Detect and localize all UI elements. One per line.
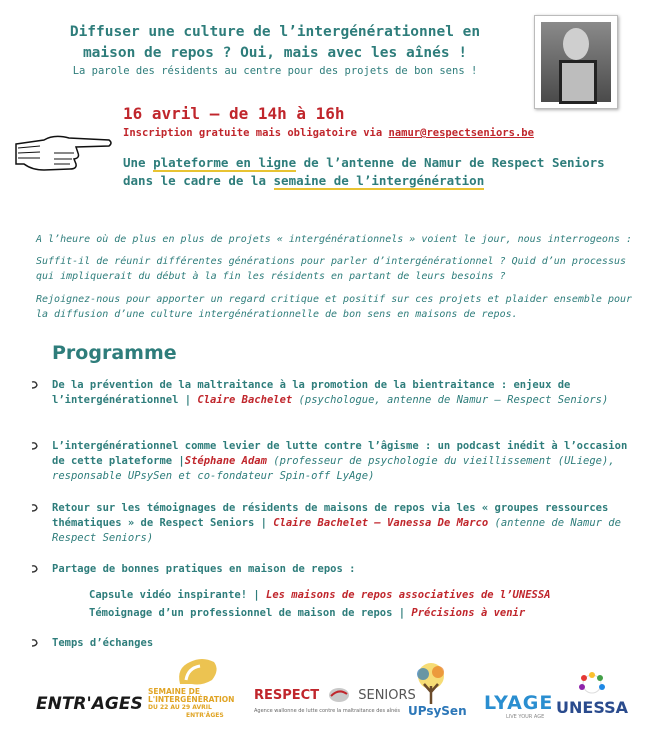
- elderly-portrait-photo: [534, 15, 618, 109]
- platform-description: Une plateforme en ligne de l’antenne de Namur de Respect Seniors dans le cadre de la semaine de l’intergénération: [123, 155, 605, 188]
- pointing-hand-icon: [14, 126, 114, 176]
- programme-item: Retour sur les témoignages de résidents de maisons de repos via les « groupes ressources thématiques » de Respect Seniors | Claire Bachelet – Vanessa De Marco (antenne de Namur de Respect Seniors): [52, 502, 621, 544]
- bullet-icon: [30, 380, 40, 390]
- programme-heading: Programme: [52, 342, 177, 364]
- upsysen-logo: UPsySen: [408, 662, 467, 718]
- unessa-logo: UNESSA: [556, 672, 628, 717]
- event-date: 16 avril – de 14h à 16h: [123, 104, 345, 123]
- intro-paragraph-2: Suffit-il de réunir différentes générations pour parler d’intergénérationnel ? Quid d’un processus qui impliquerait du début à la fin les résidents en partant de leurs besoins ?: [36, 256, 627, 282]
- bullet-icon: [30, 564, 40, 574]
- intergeneration-week-highlight: semaine de l’intergénération: [273, 173, 485, 188]
- respect-seniors-logo: RESPECT SENIORS Agence wallonne de lutte contre la maltraitance des aînés: [254, 684, 416, 714]
- registration-email-link[interactable]: namur@respectseniors.be: [388, 127, 534, 139]
- hand-icon: [172, 654, 222, 688]
- intro-paragraph-3: Rejoignez-nous pour apporter un regard critique et positif sur ces projets et plaider ensemble pour la diffusion d’une culture intergénérationnelle de bon sens en maisons de repos.: [36, 294, 633, 320]
- tree-icon: [408, 662, 454, 706]
- bullet-icon: [30, 638, 40, 648]
- programme-item: Temps d’échanges: [52, 637, 154, 649]
- intro-paragraph-1: A l’heure où de plus en plus de projets « intergénérationnels » voient le jour, nous interrogeons :: [36, 234, 633, 245]
- people-circle-icon: [572, 672, 612, 694]
- programme-subitem: Capsule vidéo inspirante! | Les maisons de repos associatives de l’UNESSA: [89, 589, 551, 601]
- programme-item: Partage de bonnes pratiques en maison de repos :: [52, 563, 356, 575]
- bullet-icon: [30, 503, 40, 513]
- programme-subitem: Témoignage d’un professionnel de maison de repos | Précisions à venir: [89, 607, 526, 619]
- programme-item: De la prévention de la maltraitance à la promotion de la bientraitance : enjeux de l’intergénérationnel | Claire Bachelet (psychologue, antenne de Namur – Respect Seniors): [52, 379, 609, 406]
- online-platform-highlight: plateforme en ligne: [153, 155, 297, 170]
- page-subtitle: La parole des résidents au centre pour des projets de bon sens !: [72, 65, 478, 77]
- entrages-logo: ENTR'AGES: [36, 694, 143, 714]
- registration-note: Inscription gratuite mais obligatoire via namur@respectseniors.be: [123, 127, 534, 139]
- programme-item: L’intergénérationnel comme levier de lutte contre l’âgisme : un podcast inédit à l’occasion de cette plateforme |Stéphane Adam (professeur de psychologie du vieillissement (ULiege), responsable UPsySen et co-fondateur Spin-off LyAge): [52, 440, 628, 482]
- bullet-icon: [30, 441, 40, 451]
- partner-logos: ENTR'AGES SEMAINE DE L'INTERGÉNÉRATION DU 22 AU 29 AVRIL ENTR'ÂGES RESPECT SENIORS Agence wallonne de lutte contre la maltraitance des aînés UPsySen LYAGE LIVE YOUR AGE UNESSA: [0, 650, 650, 739]
- page-title: Diffuser une culture de l’intergénérationnel en maison de repos ? Oui, mais avec les aînés !: [69, 24, 481, 61]
- lyage-logo: LYAGE LIVE YOUR AGE: [484, 692, 554, 720]
- leaf-icon: [327, 686, 351, 704]
